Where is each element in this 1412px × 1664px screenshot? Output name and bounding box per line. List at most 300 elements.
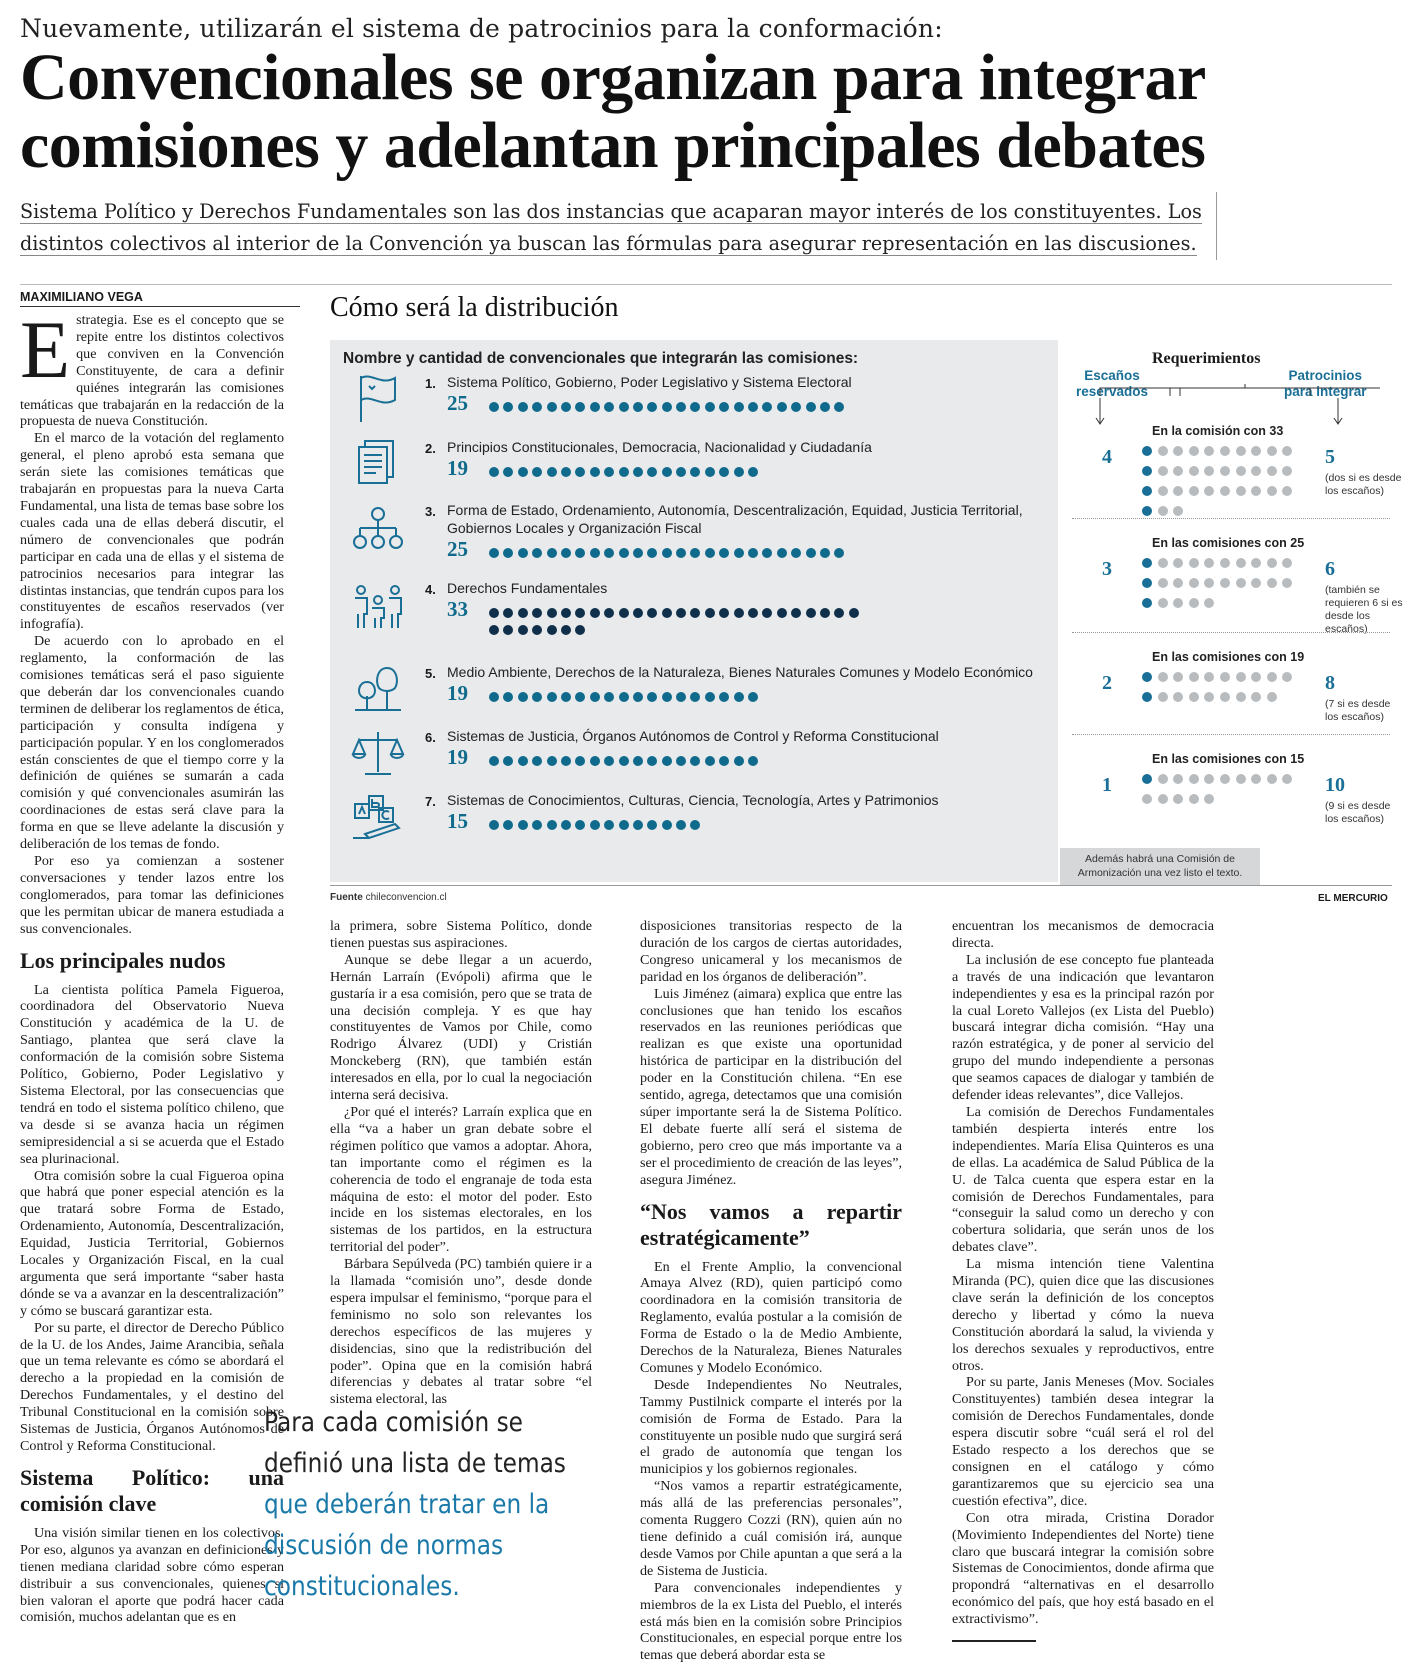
- article-column-4: [952, 918, 1214, 1628]
- requirement-block-title: En la comisión con 33: [1152, 424, 1284, 438]
- member-dot: [633, 548, 643, 558]
- sponsorships-note: (9 si es desde los escaños): [1325, 800, 1391, 825]
- requirement-dot: [1282, 486, 1292, 496]
- member-dot: [748, 467, 758, 477]
- requirement-dot: [1158, 446, 1168, 456]
- sponsorships-note: (dos si es desde los escaños): [1325, 472, 1402, 497]
- member-dot: [705, 402, 715, 412]
- requirement-dot: [1251, 486, 1261, 496]
- scales-icon: [351, 726, 405, 780]
- requirement-dot: [1142, 446, 1152, 456]
- requirement-dot: [1189, 486, 1199, 496]
- member-dot: [719, 756, 729, 766]
- down-arrow-icon: [1096, 398, 1104, 424]
- member-dot: [561, 692, 571, 702]
- requirement-dot: [1173, 692, 1183, 702]
- member-dot: [532, 467, 542, 477]
- requirement-dot: [1236, 578, 1246, 588]
- member-dot: [647, 756, 657, 766]
- requirement-dot: [1204, 446, 1214, 456]
- source-value: chileconvencion.cl: [365, 892, 447, 903]
- requirement-dot: [1267, 446, 1277, 456]
- requirement-dot: [1142, 598, 1152, 608]
- requirement-dot: [1204, 486, 1214, 496]
- subheading: “Nos vamos a repartir estratégicamente”: [640, 1198, 902, 1250]
- people-icon: [351, 578, 405, 632]
- member-dot: [633, 820, 643, 830]
- article-column-3: [640, 918, 902, 1664]
- member-dot: [575, 820, 585, 830]
- paragraph: La cientista política Pamela Figueroa, coordinadora del Observatorio Nueva Constitución y académica de la U. de Santiago, plantea que será clave la conformación de la comisión sobre Sistema Político, Gobierno, Poder Legislativo y Sistema Electoral, por las consecuencias que tendrá en todo el sistema político chileno, que va desde si se avanza hacia un régimen semipresidencial a si se acuerda que el Estado sea plurinacional.: [20, 981, 284, 1167]
- member-dot: [734, 548, 744, 558]
- member-dot: [690, 820, 700, 830]
- paragraph: la primera, sobre Sistema Político, donde tienen puestas sus aspiraciones.: [330, 918, 592, 951]
- member-dot: [748, 756, 758, 766]
- member-dot: [705, 467, 715, 477]
- requirement-dot: [1282, 774, 1292, 784]
- commission-name: Sistemas de Justicia, Órganos Autónomos de Control y Reforma Constitucional: [447, 728, 939, 744]
- member-dot: [734, 608, 744, 618]
- reserved-seats-count: 4: [1102, 446, 1112, 468]
- member-dot: [719, 548, 729, 558]
- bracket-line: [1170, 388, 1380, 396]
- member-dot: [676, 608, 686, 618]
- member-dot: [489, 608, 499, 618]
- commission-count: 25: [447, 537, 468, 561]
- requirement-dot: [1189, 672, 1199, 682]
- commission-number: 6.: [425, 730, 436, 745]
- member-dot: [647, 548, 657, 558]
- member-dot: [834, 548, 844, 558]
- member-dot: [748, 402, 758, 412]
- member-dot: [662, 402, 672, 412]
- member-dot: [676, 820, 686, 830]
- commission-member-dots: [489, 689, 909, 707]
- kicker: Nuevamente, utilizarán el sistema de patrocinios para la conformación:: [20, 14, 943, 43]
- member-dot: [604, 692, 614, 702]
- member-dot: [647, 608, 657, 618]
- requirement-dot: [1189, 466, 1199, 476]
- member-dot: [690, 692, 700, 702]
- commission-number: 5.: [425, 666, 436, 681]
- member-dot: [734, 756, 744, 766]
- paragraph: Una visión similar tienen en los colectivos. Por eso, algunos ya avanzan en definiciones y tienen mediana claridad sobre cómo esperan distribuir a sus convencionales, quienes si bien valoran el aporte que podrá hacer cada comisión, muchos adelantan que es en: [20, 1524, 284, 1626]
- requirement-dot: [1173, 794, 1183, 804]
- deck: [20, 196, 1220, 260]
- pull-quote-text: Para cada comisión se definió una lista de temas: [264, 1407, 566, 1479]
- article-column-1: [20, 304, 284, 1626]
- requirement-dot: [1204, 794, 1214, 804]
- member-dot: [676, 402, 686, 412]
- requirement-dot: [1158, 692, 1168, 702]
- commission-count: 19: [447, 745, 468, 769]
- requirement-dot: [1267, 558, 1277, 568]
- requirement-dot: [1158, 672, 1168, 682]
- commission-number: 1.: [425, 376, 436, 391]
- paragraph: disposiciones transitorias respecto de la duración de los cargos de ciertas autoridades, Congreso unicameral y los mecanismos de paridad en los órganos de deliberación”.: [640, 918, 902, 985]
- requirement-dot: [1189, 794, 1199, 804]
- requirement-block-title: En las comisiones con 15: [1152, 752, 1305, 766]
- member-dot: [633, 756, 643, 766]
- subheading: Los principales nudos: [20, 947, 226, 973]
- member-dot: [619, 692, 629, 702]
- requirement-dot-grid: [1142, 558, 1312, 618]
- member-dot: [547, 548, 557, 558]
- requirement-dot: [1158, 486, 1168, 496]
- member-dot: [561, 756, 571, 766]
- member-dot: [719, 692, 729, 702]
- member-dot: [575, 625, 585, 635]
- paragraph: De acuerdo con lo aprobado en el reglamento, la conformación de las comisiones temáticas será el paso siguiente que deberán dar los convencionales cuando terminen de deliberar los reglamentos de ética, participación y consulta indígena y participación popular. Y en los conglomerados están conscientes de que el tiempo corre y la definición de quiénes se sumarán a cada comisión y qué convencionales asumirán las coordinaciones de estas será clave para la forma en que se lleve adelante la discusión y deliberación de los temas de fondo.: [20, 633, 284, 853]
- member-dot: [575, 548, 585, 558]
- reserved-seats-count: 3: [1102, 558, 1112, 580]
- member-dot: [590, 467, 600, 477]
- paragraph: Bárbara Sepúlveda (PC) también quiere ir a la llamada “comisión uno”, desde donde espera impulsar el feminismo, “porque para el feminismo no solo son relevantes los derechos específicos de las mujeres y disidencias, sino que la redistribución del poder”. Opina que en la comisión habrá diferencias y debates al tratar sobre “el sistema electoral, las: [330, 1256, 592, 1408]
- sponsorship-label-line-2: para integrar: [1284, 384, 1367, 399]
- member-dot: [604, 548, 614, 558]
- reserved-seats-count: 1: [1102, 774, 1112, 796]
- member-dot: [619, 402, 629, 412]
- requirement-dot: [1267, 672, 1277, 682]
- member-dot: [662, 608, 672, 618]
- member-dot: [503, 548, 513, 558]
- requirement-dot: [1142, 486, 1152, 496]
- requirement-dot: [1158, 466, 1168, 476]
- commission-count: 25: [447, 391, 468, 415]
- member-dot: [575, 608, 585, 618]
- paragraph: encuentran los mecanismos de democracia directa.: [952, 918, 1214, 951]
- member-dot: [676, 756, 686, 766]
- byline: MAXIMILIANO VEGA: [20, 290, 300, 307]
- commission-name: Forma de Estado, Ordenamiento, Autonomía, Descentralización, Equidad, Justicia Territorial, Gobiernos Locales y Organización Fiscal: [447, 502, 1023, 536]
- member-dot: [777, 402, 787, 412]
- requirement-dot: [1158, 794, 1168, 804]
- requirement-dot: [1251, 692, 1261, 702]
- member-dot: [489, 820, 499, 830]
- member-dot: [532, 820, 542, 830]
- requirement-dot: [1220, 692, 1230, 702]
- requirement-dot: [1173, 466, 1183, 476]
- requirement-dot: [1220, 486, 1230, 496]
- member-dot: [489, 548, 499, 558]
- member-dot: [719, 608, 729, 618]
- member-dot: [561, 548, 571, 558]
- pull-quote-highlight: que deberán tratar en la discusión de normas constitucionales.: [264, 1489, 550, 1602]
- requirement-dot: [1220, 466, 1230, 476]
- member-dot: [705, 608, 715, 618]
- requirement-dot: [1173, 558, 1183, 568]
- commission-number: 2.: [425, 441, 436, 456]
- requirement-dot: [1282, 558, 1292, 568]
- deck-line-1: Sistema Político y Derechos Fundamentales son las dos instancias que acaparan mayor interés de los constituyentes. Los: [20, 200, 1202, 223]
- headline-line-1: Convencionales se organizan para integrar: [20, 41, 1206, 114]
- member-dot: [518, 402, 528, 412]
- paragraph: En el marco de la votación del reglamento general, el pleno aprobó esta semana que serán siete las comisiones temáticas que trabajarán en propuestas para la nueva Carta Fundamental, una lista de temas base sobre los cuales cada una de ellas deberá discutir, el número de convencionales que podrán participar en cada una de ellas y el sistema de patrocinios necesarios para integrar las distintas instancias, que tendrán cupos para los constituyentes de escaños reservados (ver infografía).: [20, 430, 284, 633]
- requirement-dot: [1236, 672, 1246, 682]
- member-dot: [662, 467, 672, 477]
- member-dot: [748, 608, 758, 618]
- paragraph: Por eso ya comienzan a sostener conversaciones y tender lazos entre los conglomerados, para tomar las definiciones que les permitan ubicar de manera estudiada a sus convencionales.: [20, 853, 284, 937]
- paragraph: En el Frente Amplio, la convencional Amaya Alvez (RD), quien participó como coordinadora en la comisión transitoria de Reglamento, evalúa postular a la comisión de Forma de Estado o la de Medio Ambiente, Derechos de la Naturaleza, Bienes Naturales Comunes y Modelo Económico.: [640, 1258, 902, 1376]
- member-dot: [834, 608, 844, 618]
- reserved-seats-label-line-1: Escaños: [1084, 368, 1140, 383]
- member-dot: [619, 820, 629, 830]
- article-column-2: [330, 918, 592, 1408]
- member-dot: [662, 548, 672, 558]
- block-separator: [1072, 632, 1390, 633]
- drop-cap: E: [20, 304, 71, 395]
- member-dot: [518, 820, 528, 830]
- requirement-dot: [1158, 578, 1168, 588]
- requirement-dot: [1220, 446, 1230, 456]
- requirements-title: Requerimientos: [1152, 350, 1261, 367]
- member-dot: [647, 692, 657, 702]
- commission-name: Medio Ambiente, Derechos de la Naturaleza, Bienes Naturales Comunes y Modelo Económico: [447, 664, 1033, 680]
- requirement-dot: [1204, 558, 1214, 568]
- member-dot: [619, 467, 629, 477]
- commission-name: Sistemas de Conocimientos, Culturas, Ciencia, Tecnología, Artes y Patrimonios: [447, 792, 939, 808]
- requirement-dot: [1142, 794, 1152, 804]
- requirement-dot: [1189, 558, 1199, 568]
- org-chart-icon: [351, 504, 405, 558]
- member-dot: [662, 820, 672, 830]
- requirement-dot: [1173, 446, 1183, 456]
- requirement-dot: [1142, 466, 1152, 476]
- member-dot: [690, 548, 700, 558]
- member-dot: [748, 692, 758, 702]
- paragraph: Para convencionales independientes y miembros de la ex Lista del Pueblo, el interés está más bien en la comisión sobre Principios Constitucionales, en especial porque entre los temas que deberá abordar esta se: [640, 1579, 902, 1664]
- requirement-dot: [1236, 774, 1246, 784]
- member-dot: [633, 467, 643, 477]
- requirement-dot: [1142, 558, 1152, 568]
- member-dot: [762, 402, 772, 412]
- reserved-seats-label-line-2: reservados: [1076, 384, 1149, 399]
- commission-number: 3.: [425, 504, 436, 519]
- documents-icon: [351, 437, 405, 491]
- sponsorships-count: 5: [1325, 446, 1335, 468]
- sponsorships-count: 8: [1325, 672, 1335, 694]
- member-dot: [590, 692, 600, 702]
- requirement-dot: [1158, 558, 1168, 568]
- member-dot: [806, 548, 816, 558]
- member-dot: [547, 692, 557, 702]
- member-dot: [676, 692, 686, 702]
- requirement-dot: [1267, 774, 1277, 784]
- requirement-dot: [1173, 672, 1183, 682]
- member-dot: [561, 820, 571, 830]
- commission-name: Derechos Fundamentales: [447, 580, 608, 596]
- member-dot: [561, 467, 571, 477]
- member-dot: [619, 548, 629, 558]
- paragraph: ¿Por qué el interés? Larraín explica que en ella “va a haber un gran debate sobre el régimen político que vamos a adoptar. Ahora, tan importante como el régimen es la coherencia de todo el engranaje de toda esta máquina de esto: el motor del poder. Esto incide en los sistemas electorales, en los sistemas de los partidos, en la estructura territorial del poder”.: [330, 1103, 592, 1256]
- member-dot: [503, 608, 513, 618]
- requirement-dot: [1251, 466, 1261, 476]
- requirement-dot: [1251, 558, 1261, 568]
- member-dot: [503, 756, 513, 766]
- commission-member-dots: [489, 817, 909, 835]
- commission-name: Principios Constitucionales, Democracia, Nacionalidad y Ciudadanía: [447, 439, 872, 455]
- member-dot: [748, 548, 758, 558]
- requirement-dot: [1282, 446, 1292, 456]
- sponsorships-count: 10: [1325, 774, 1345, 796]
- paragraph: Aunque se debe llegar a un acuerdo, Hernán Larraín (Evópoli) afirma que le gustaría ir a esa comisión, pero que se trata de una decisión compleja. Y es que hay constituyentes de Vamos por Chile, como Rodrigo Álvarez (UDI) y Cristián Monckeberg (RN), que también están interesados en ella, por lo cual la negociación interna será decisiva.: [330, 951, 592, 1104]
- infographic-title: Cómo será la distribución: [330, 292, 619, 323]
- member-dot: [820, 548, 830, 558]
- paragraph: La misma intención tiene Valentina Miranda (PC), quien dice que las discusiones clave serán la definición de los conceptos derecho y libertad y cómo la nueva Constitución abordará la salud, la vivienda y los derechos sexuales y reproductivos, entre otros.: [952, 1256, 1214, 1374]
- commission-count: 33: [447, 597, 468, 621]
- member-dot: [561, 625, 571, 635]
- commission-member-dots: [489, 753, 909, 771]
- member-dot: [705, 756, 715, 766]
- member-dot: [547, 608, 557, 618]
- pull-quote: [264, 1402, 574, 1607]
- requirement-dot: [1267, 692, 1277, 702]
- member-dot: [503, 820, 513, 830]
- requirement-dot: [1204, 578, 1214, 588]
- source-label: Fuente: [330, 892, 363, 903]
- requirement-dot: [1220, 558, 1230, 568]
- requirement-dot: [1267, 466, 1277, 476]
- commission-count: 15: [447, 809, 468, 833]
- deck-divider: [1216, 192, 1217, 260]
- member-dot: [518, 467, 528, 477]
- commission-number: 7.: [425, 794, 436, 809]
- member-dot: [489, 625, 499, 635]
- member-dot: [791, 608, 801, 618]
- credit: EL MERCURIO: [1318, 893, 1388, 904]
- member-dot: [575, 692, 585, 702]
- requirement-dot: [1173, 486, 1183, 496]
- requirement-dot: [1204, 672, 1214, 682]
- trees-icon: [351, 662, 405, 716]
- member-dot: [690, 467, 700, 477]
- sponsorship-label-line-1: Patrocinios: [1288, 368, 1363, 383]
- member-dot: [676, 467, 686, 477]
- paragraph: “Nos vamos a repartir estratégicamente, más allá de las preferencias personales”, comenta Ruggero Cozzi (RN), quien aún no tiene definido a cuál comisión irá, aunque desde Vamos por Chile apuntan a que será a la de Sistema de Justicia.: [640, 1478, 902, 1579]
- requirement-dot: [1142, 692, 1152, 702]
- requirement-dot: [1173, 598, 1183, 608]
- commission-member-dots: [489, 399, 909, 417]
- member-dot: [547, 625, 557, 635]
- member-dot: [561, 608, 571, 618]
- member-dot: [489, 756, 499, 766]
- headline-line-2: comisiones y adelantan principales debates: [20, 109, 1206, 182]
- commission-member-dots: [489, 545, 909, 563]
- member-dot: [690, 608, 700, 618]
- requirement-dot: [1204, 598, 1214, 608]
- commission-member-dots: [489, 605, 889, 639]
- member-dot: [633, 692, 643, 702]
- paragraph: Con otra mirada, Cristina Dorador (Movimiento Independientes del Norte) tiene claro que buscará integrar la comisión sobre Sistemas de Conocimientos, donde afirma que propondrá “alternativas en el desarrollo económico del país, que hoy está basado en el extractivismo”.: [952, 1509, 1214, 1628]
- member-dot: [518, 756, 528, 766]
- member-dot: [532, 625, 542, 635]
- subheading: Sistema Político: una comisión clave: [20, 1464, 284, 1516]
- flag-icon: [351, 372, 405, 426]
- requirement-dot: [1282, 466, 1292, 476]
- member-dot: [604, 608, 614, 618]
- requirement-dot: [1251, 672, 1261, 682]
- requirement-block-title: En las comisiones con 25: [1152, 536, 1305, 550]
- requirement-dot: [1251, 578, 1261, 588]
- paragraph: Otra comisión sobre la cual Figueroa opina que habrá que poner especial atención es la que tratará sobre Forma de Estado, Ordenamiento, Autonomía, Descentralización, Equidad, Justicia Territorial, Gobiernos Locales y Organización Fiscal, en la cual argumenta que será importante “saber hasta dónde se va a avanzar en la descentralización” y cómo se buscará garantizar esta.: [20, 1167, 284, 1319]
- paragraph: Desde Independientes No Neutrales, Tammy Pustilnick comparte el interés por la comisión de Forma de Estado. Para la constituyente un posible nudo que surgirá será el grado de autonomía que tengan los municipios y los gobiernos regionales.: [640, 1376, 902, 1478]
- member-dot: [676, 548, 686, 558]
- requirement-dot: [1236, 692, 1246, 702]
- member-dot: [633, 608, 643, 618]
- requirement-dot: [1173, 578, 1183, 588]
- member-dot: [532, 548, 542, 558]
- paragraph: La inclusión de ese concepto fue planteada a través de una indicación que levantaron independientes y esa es la principal razón por la cual Loreto Vallejos (ex Lista del Pueblo) buscará integrar dicha comisión. “Hay una razón estratégica, y de poner al servicio del grupo del mundo independiente a personas que seamos capaces de dialogar y también de defender ideas relevantes”, dice Vallejos.: [952, 951, 1214, 1104]
- requirement-dot: [1173, 506, 1183, 516]
- member-dot: [489, 692, 499, 702]
- requirement-dot: [1158, 598, 1168, 608]
- requirement-dot: [1220, 578, 1230, 588]
- member-dot: [532, 692, 542, 702]
- requirement-dot: [1158, 774, 1168, 784]
- member-dot: [518, 692, 528, 702]
- requirement-dot: [1267, 578, 1277, 588]
- member-dot: [690, 756, 700, 766]
- requirement-dot: [1251, 774, 1261, 784]
- member-dot: [705, 692, 715, 702]
- member-dot: [619, 756, 629, 766]
- end-rule: [952, 1640, 1036, 1642]
- requirement-dot-grid: [1142, 446, 1312, 526]
- member-dot: [518, 608, 528, 618]
- requirement-dot: [1236, 446, 1246, 456]
- member-dot: [604, 467, 614, 477]
- requirement-dot: [1282, 578, 1292, 588]
- member-dot: [590, 756, 600, 766]
- member-dot: [734, 402, 744, 412]
- requirement-dot: [1142, 506, 1152, 516]
- member-dot: [489, 467, 499, 477]
- bracket-line: [1100, 388, 1170, 396]
- sponsorships-note: (también se requieren 6 si es desde los escaños): [1325, 584, 1403, 635]
- commission-count: 19: [447, 456, 468, 480]
- requirement-dot: [1142, 672, 1152, 682]
- deck-line-2: distintos colectivos al interior de la Convención ya buscan las fórmulas para asegurar representación en las discusiones.: [20, 232, 1197, 255]
- member-dot: [532, 608, 542, 618]
- member-dot: [590, 548, 600, 558]
- sponsorships-note: (7 si es desde los escaños): [1325, 698, 1391, 723]
- paragraph: Luis Jiménez (aimara) explica que entre las conclusiones que han tenido los escaños reservados en las reuniones periódicas que realizan es que existe una oportunidad histórica de participar en la distribución del poder en la Constitución chilena. “En ese sentido, agrega, detectamos que una comisión súper importante será la de Sistema Político. El debate fuerte allí será el sistema de gobierno, pero creo que más importante va a ser el procedimiento de creación de las leyes”, asegura Jiménez.: [640, 985, 902, 1188]
- member-dot: [791, 548, 801, 558]
- paragraph: La comisión de Derechos Fundamentales también despierta interés entre los independientes. María Elisa Quinteros es una de ellas. La académica de Salud Pública de la U. de Talca cuenta que espera estar en la comisión de Derechos Fundamentales, para “conseguir la salud como un derecho y con cobertura solidaria, que serán unos de los debates clave”.: [952, 1103, 1214, 1256]
- member-dot: [662, 756, 672, 766]
- member-dot: [820, 608, 830, 618]
- member-dot: [503, 402, 513, 412]
- member-dot: [662, 692, 672, 702]
- member-dot: [762, 548, 772, 558]
- paragraph: Por su parte, el director de Derecho Público de la U. de los Andes, Jaime Arancibia, señala que un tema relevante es cómo se abordará el derecho a la propiedad en la comisión de Derechos Fundamentales, y el destino del Tribunal Constitucional en la comisión sobre Sistemas de Justicia, Órganos Autónomos de Control y Reforma Constitucional.: [20, 1319, 284, 1454]
- member-dot: [575, 402, 585, 412]
- requirement-dot: [1236, 486, 1246, 496]
- member-dot: [575, 467, 585, 477]
- member-dot: [806, 608, 816, 618]
- requirement-dot: [1189, 598, 1199, 608]
- requirement-dot: [1142, 774, 1152, 784]
- member-dot: [518, 625, 528, 635]
- member-dot: [690, 402, 700, 412]
- headline: [20, 41, 1320, 182]
- requirement-dot: [1251, 446, 1261, 456]
- commission-number: 4.: [425, 582, 436, 597]
- requirement-dot: [1220, 672, 1230, 682]
- member-dot: [590, 402, 600, 412]
- member-dot: [604, 402, 614, 412]
- requirement-dot: [1267, 486, 1277, 496]
